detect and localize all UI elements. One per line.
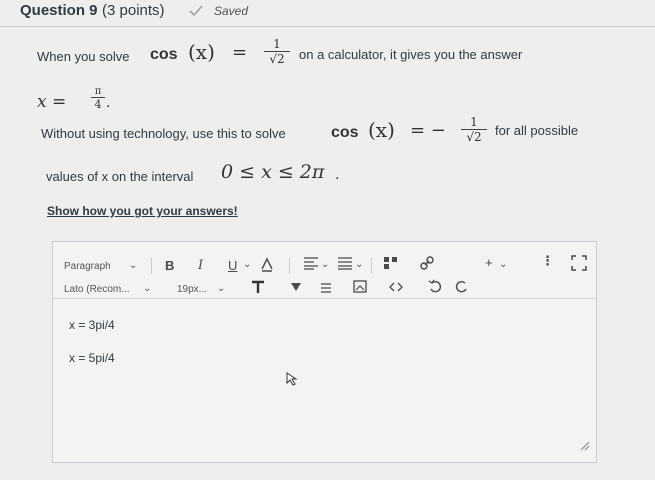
answer-denominator: 4 <box>94 98 102 111</box>
question-text-1: When you solve <box>37 49 130 64</box>
font-label: Lato (Recom... <box>64 284 130 295</box>
highlight-icon[interactable] <box>289 280 303 297</box>
fraction-1-denominator: √2 <box>269 52 285 66</box>
text-color-icon[interactable] <box>259 256 275 275</box>
fraction-1-numerator: 1 <box>273 37 281 51</box>
insert-chevron-icon: ⌄ <box>499 259 508 270</box>
math-x-2: (x) <box>368 118 395 142</box>
interval-expression: 0 ≤ x ≤ 2π <box>221 161 325 183</box>
header-divider <box>0 26 655 27</box>
toolbar-divider <box>53 298 596 299</box>
math-equals-neg: = − <box>410 120 446 141</box>
question-text-2b: for all possible <box>495 123 579 138</box>
fraction-2-denominator: √2 <box>466 130 482 144</box>
ordered-list-icon[interactable] <box>337 256 353 273</box>
paragraph-dropdown[interactable] <box>64 261 111 272</box>
insert-more-button[interactable]: + <box>485 255 493 270</box>
fraction-1 <box>264 38 290 66</box>
font-size-dropdown[interactable] <box>177 284 207 295</box>
fullscreen-icon[interactable] <box>571 255 587 274</box>
fraction-2-numerator: 1 <box>470 115 478 129</box>
font-size-label: 19px... <box>177 284 208 295</box>
font-chevron-icon: ⌄ <box>143 283 152 294</box>
more-options-icon: ⋮ <box>541 253 554 268</box>
math-cos-1: cos <box>150 46 178 63</box>
math-x-1: (x) <box>188 40 215 64</box>
question-points: (3 points) <box>102 2 165 19</box>
paragraph-chevron-icon: ⌄ <box>129 260 138 271</box>
answer-numerator: π <box>94 86 102 97</box>
undo-icon[interactable] <box>428 279 442 296</box>
mouse-cursor-icon <box>286 372 298 391</box>
align-icon[interactable] <box>303 256 319 273</box>
toolbar-separator <box>151 258 152 274</box>
toolbar-separator-3 <box>371 258 372 274</box>
toolbar-separator-2 <box>289 258 290 274</box>
underline-chevron-icon: ⌄ <box>243 259 252 270</box>
list-chevron-icon: ⌄ <box>355 259 364 270</box>
bold-button[interactable]: B <box>165 258 175 273</box>
text-style-icon[interactable] <box>251 280 265 297</box>
font-size-chevron-icon: ⌄ <box>217 283 226 294</box>
rich-text-editor[interactable] <box>52 241 597 463</box>
paragraph-label: Paragraph <box>64 261 111 272</box>
media-icon[interactable] <box>383 256 399 273</box>
equation-icon[interactable] <box>319 280 333 297</box>
question-text-1b: on a calculator, it gives you the answer <box>299 47 523 62</box>
interval-dot: . <box>335 167 340 183</box>
saved-status: Saved <box>214 4 249 18</box>
answer-dot: . <box>106 95 111 111</box>
answer-fraction <box>91 86 105 112</box>
editor-line-1[interactable]: x = 3pi/4 <box>69 318 115 332</box>
embed-icon[interactable] <box>389 280 403 297</box>
math-equals-1: = <box>232 42 248 63</box>
question-text-3: values of x on the interval <box>46 169 194 184</box>
answer-lhs: x = <box>37 92 67 112</box>
link-icon[interactable] <box>419 255 435 274</box>
image-icon[interactable] <box>353 279 369 298</box>
math-cos-2: cos <box>331 124 359 141</box>
editor-line-2[interactable]: x = 5pi/4 <box>69 351 115 365</box>
redo-icon[interactable] <box>455 279 469 296</box>
question-text-2: Without using technology, use this to solve <box>41 126 286 141</box>
show-work-heading: Show how you got your answers! <box>47 204 238 218</box>
resize-handle-icon[interactable] <box>578 438 590 456</box>
check-icon <box>188 4 204 23</box>
font-dropdown[interactable] <box>64 284 130 295</box>
more-options-button[interactable] <box>541 253 554 269</box>
italic-button[interactable]: I <box>198 258 204 273</box>
question-title: Question 9 <box>20 2 98 19</box>
align-chevron-icon: ⌄ <box>321 259 330 270</box>
underline-button[interactable]: U <box>228 258 238 273</box>
fraction-2 <box>461 116 487 144</box>
